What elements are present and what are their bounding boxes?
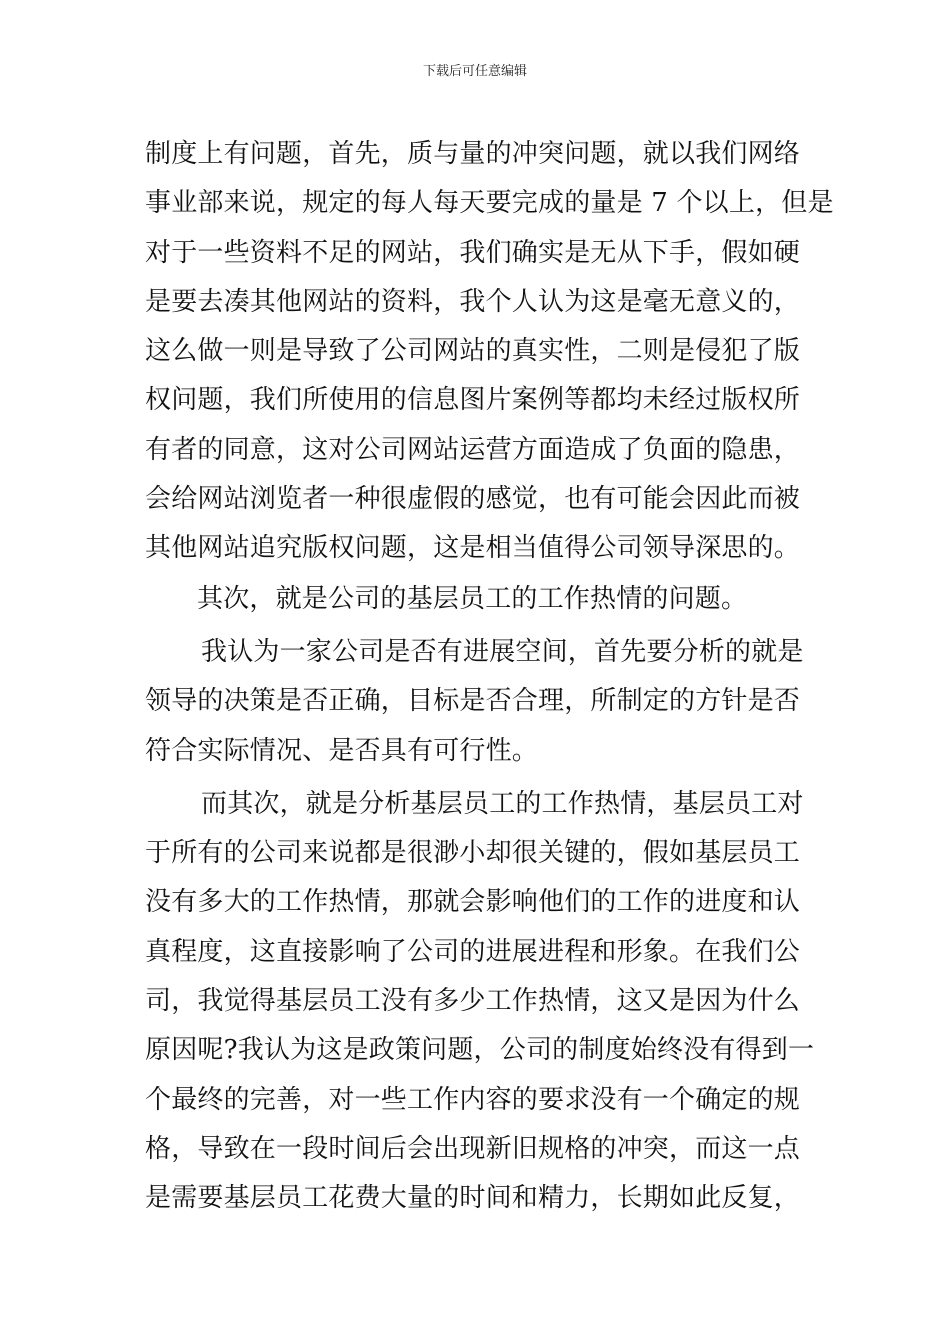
- text-line: 其他网站追究版权问题，这是相当值得公司领导深思的。: [145, 533, 801, 564]
- text-line: 而其次，就是分析基层员工的工作热情，基层员工对: [201, 788, 804, 819]
- text-line: 这么做一则是导致了公司网站的真实性，二则是侵犯了版: [145, 336, 801, 367]
- text-line: 符合实际情况、是否具有可行性。: [145, 735, 539, 766]
- text-line: 权问题，我们所使用的信息图片案例等都均未经过版权所: [145, 385, 801, 416]
- text-line: 其次，就是公司的基层员工的工作热情的问题。: [197, 583, 748, 614]
- text-line: 我认为一家公司是否有进展空间，首先要分析的就是: [201, 636, 804, 667]
- text-line: 事业部来说，规定的每人每天要完成的量是 7 个以上，但是: [145, 188, 834, 219]
- text-line: 会给网站浏览者一种很虚假的感觉，也有可能会因此而被: [145, 484, 801, 515]
- text-line: 司，我觉得基层员工没有多少工作热情，这又是因为什么: [145, 986, 801, 1017]
- page-header: 下载后可任意编辑: [422, 64, 527, 79]
- text-line: 个最终的完善，对一些工作内容的要求没有一个确定的规: [145, 1084, 801, 1115]
- text-line: 于所有的公司来说都是很渺小却很关键的，假如基层员工: [145, 838, 801, 869]
- document-body: [145, 130, 834, 1224]
- text-line: 真程度，这直接影响了公司的进展进程和形象。在我们公: [145, 936, 801, 967]
- text-line: 没有多大的工作热情，那就会影响他们的工作的进度和认: [145, 887, 801, 918]
- text-line: 对于一些资料不足的网站，我们确实是无从下手，假如硬: [145, 237, 801, 268]
- text-line: 制度上有问题，首先，质与量的冲突问题，就以我们网络: [145, 139, 801, 169]
- text-line: 原因呢?我认为这是政策问题，公司的制度始终没有得到一: [145, 1035, 815, 1066]
- text-line: 是需要基层员工花费大量的时间和精力，长期如此反复，: [145, 1183, 801, 1214]
- text-line: 格，导致在一段时间后会出现新旧规格的冲突，而这一点: [145, 1133, 801, 1164]
- text-line: 是要去凑其他网站的资料，我个人认为这是毫无意义的，: [145, 286, 801, 317]
- text-line: 领导的决策是否正确，目标是否合理，所制定的方针是否: [145, 686, 801, 717]
- text-line: 有者的同意，这对公司网站运营方面造成了负面的隐患，: [145, 434, 801, 465]
